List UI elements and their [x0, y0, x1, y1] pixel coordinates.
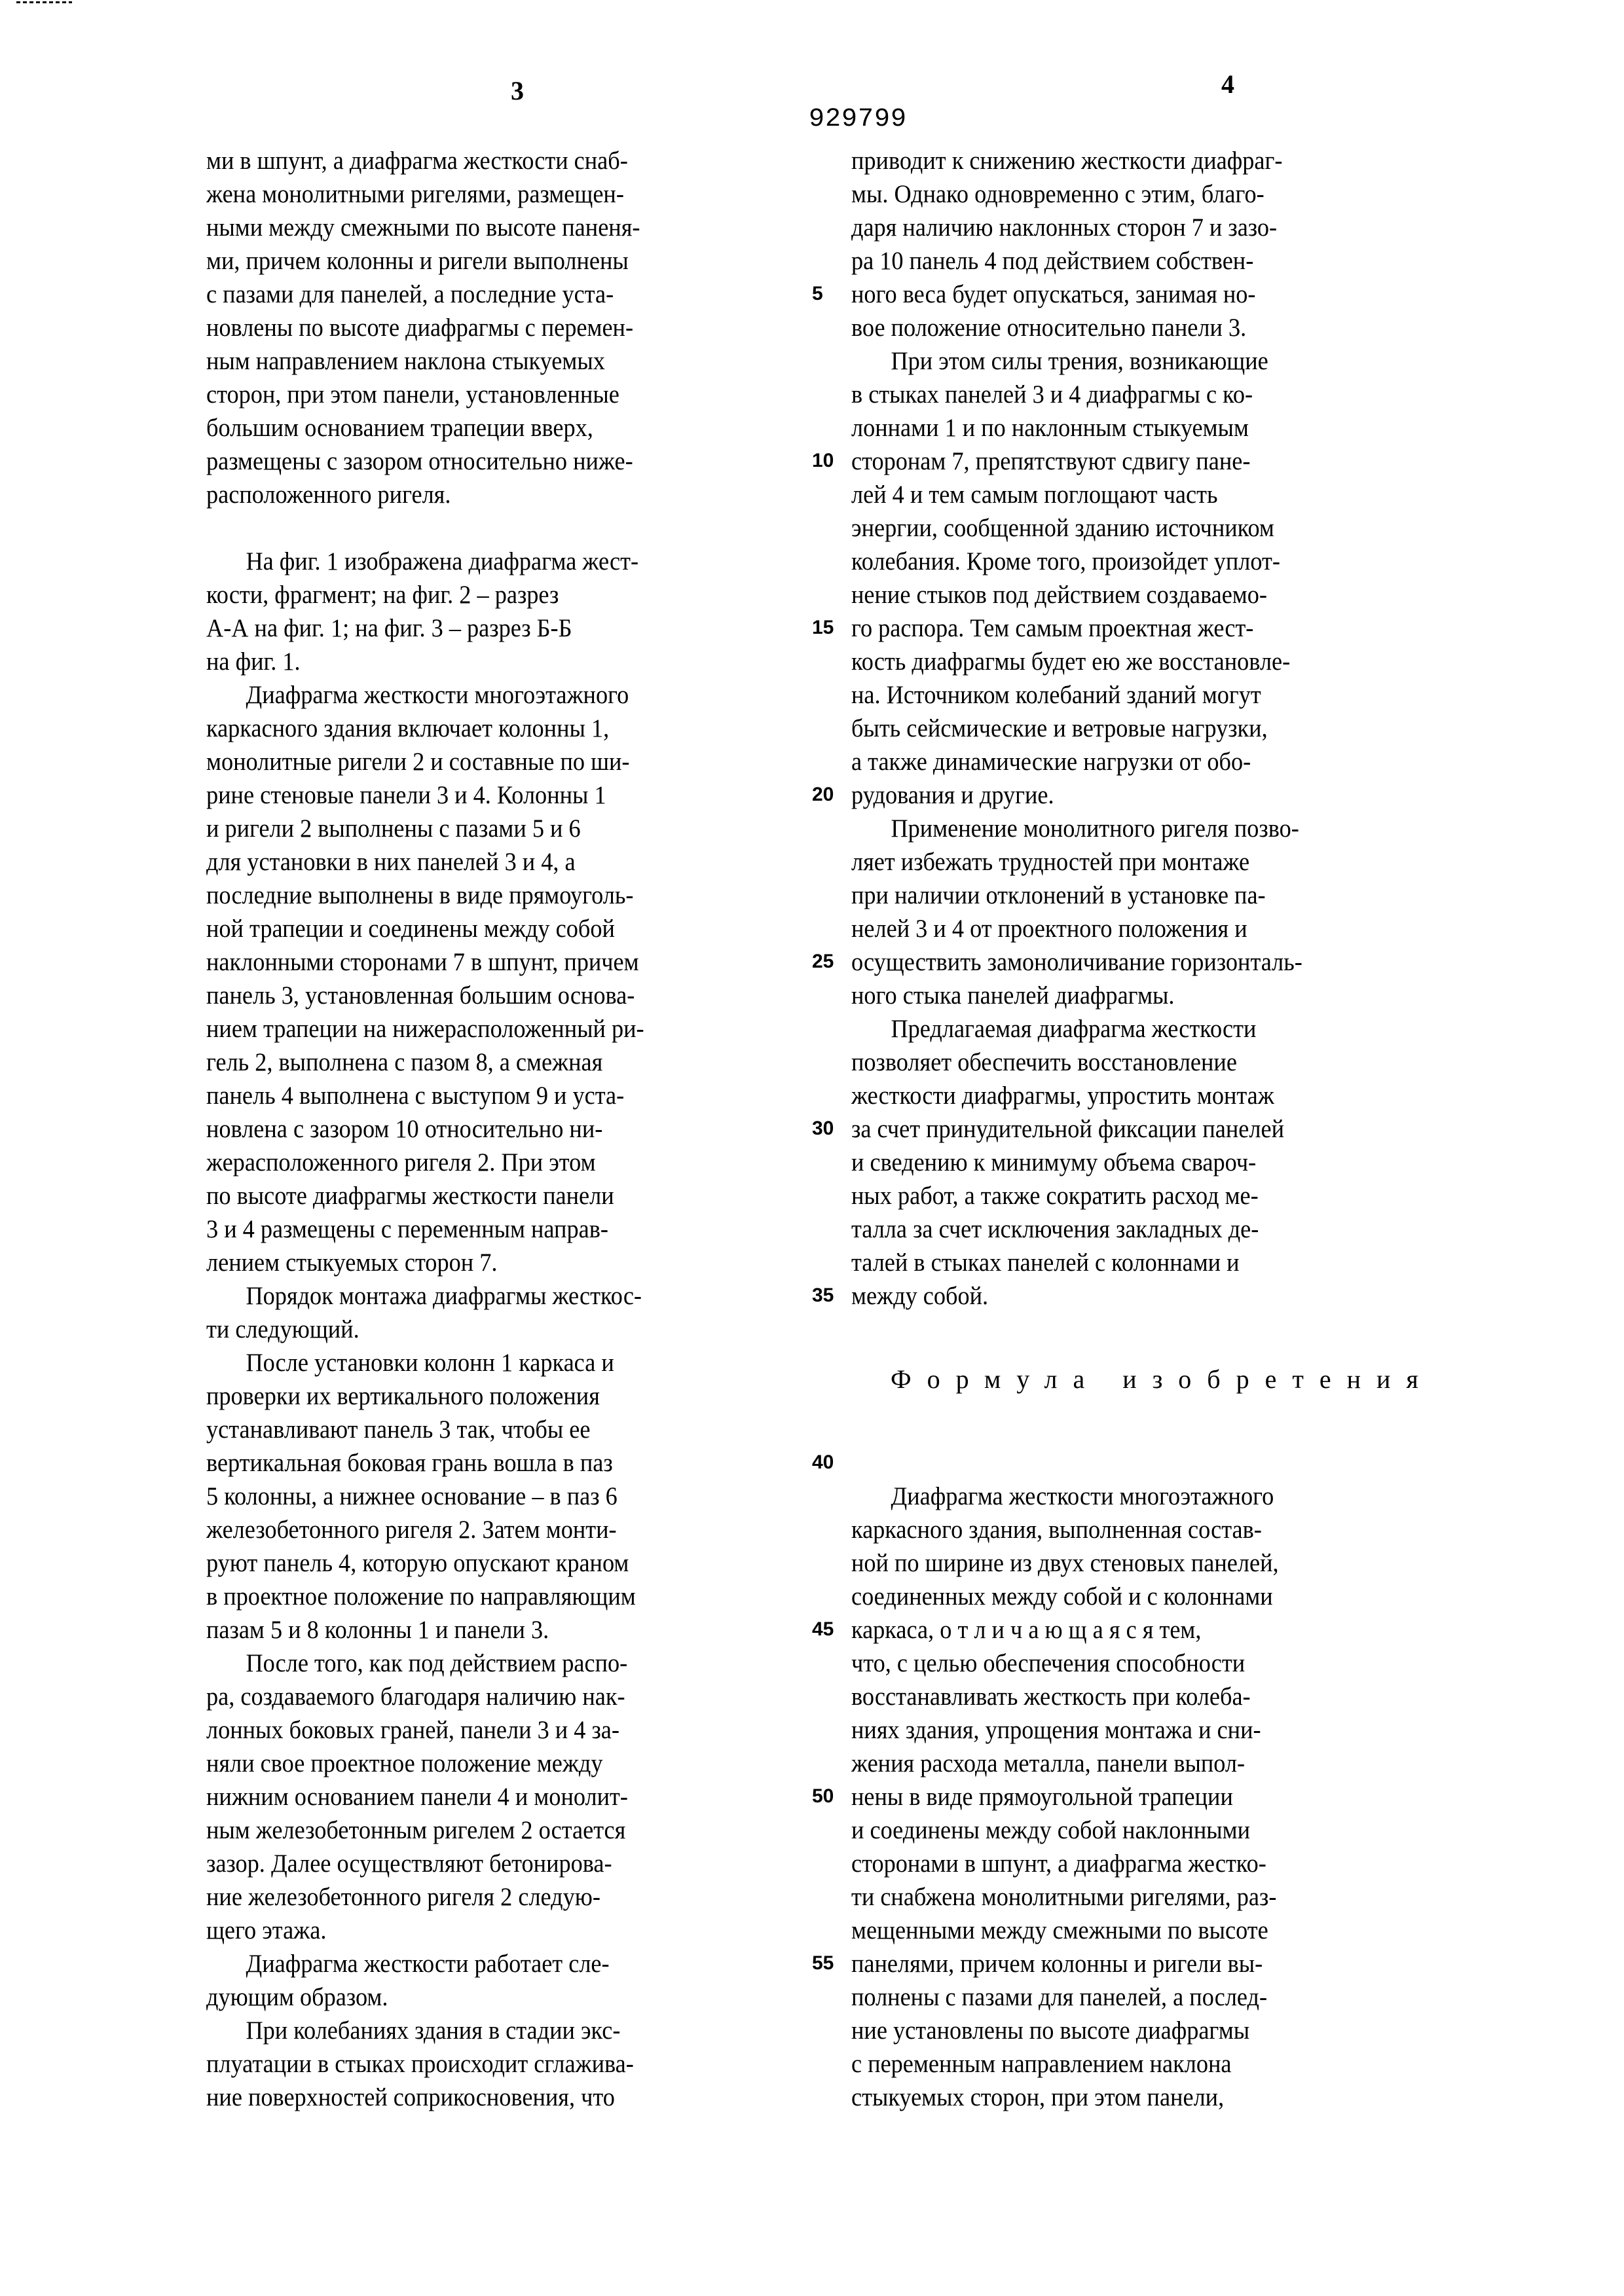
line-number-marker: 40: [812, 1451, 834, 1474]
text-line: приводит к снижению жесткости диафраг-: [851, 144, 1448, 177]
text-line: нижним основанием панели 4 и монолит-: [206, 1780, 791, 1813]
text-line: быть сейсмические и ветровые нагрузки,: [851, 712, 1448, 745]
text-line: ной трапеции и соединены между собой: [206, 912, 791, 945]
line-number-marker: 35: [812, 1285, 834, 1307]
text-line: для установки в них панелей 3 и 4, а: [206, 845, 791, 879]
text-line: вое положение относительно панели 3.: [851, 311, 1448, 344]
text-line: и соединены между собой наклонными: [851, 1813, 1448, 1847]
text-line: проверки их вертикального положения: [206, 1379, 791, 1413]
text-line: ниях здания, упрощения монтажа и сни-: [851, 1713, 1448, 1747]
text-line: ляет избежать трудностей при монтаже: [851, 845, 1448, 879]
blank-line: [851, 1413, 1493, 1446]
text-line: ным железобетонным ригелем 2 остается: [206, 1813, 791, 1847]
text-line: няли свое проектное положение между: [206, 1747, 791, 1780]
text-line: стыкуемых сторон, при этом панели,: [851, 2081, 1448, 2114]
text-line: позволяет обеспечить восстановление: [851, 1046, 1448, 1079]
text-line: в проектное положение по направляющим: [206, 1580, 791, 1613]
text-line: даря наличию наклонных сторон 7 и зазо-: [851, 211, 1448, 244]
text-line: лением стыкуемых сторон 7.: [206, 1246, 791, 1279]
page-number-right: 4: [1221, 69, 1234, 100]
text-line: жения расхода металла, панели выпол-: [851, 1747, 1448, 1780]
text-line: ного веса будет опускаться, занимая но-: [851, 278, 1448, 311]
text-line: ной по ширине из двух стеновых панелей,: [851, 1546, 1448, 1580]
text-line: что, с целью обеспечения способности: [851, 1647, 1448, 1680]
text-line: панель 3, установленная большим основа-: [206, 979, 791, 1012]
text-line: соединенных между собой и с колоннами: [851, 1580, 1448, 1613]
text-line: кость диафрагмы будет ею же восстановле-: [851, 645, 1448, 678]
text-line: рудования и другие.: [851, 778, 1448, 812]
text-line: каркасного здания включает колонны 1,: [206, 712, 791, 745]
text-line: монолитные ригели 2 и составные по ши-: [206, 745, 791, 778]
text-line: панелями, причем колонны и ригели вы-: [851, 1947, 1448, 1980]
text-line: ми, причем колонны и ригели выполнены: [206, 244, 791, 278]
scan-artifact: [16, 1, 72, 3]
text-line: а также динамические нагрузки от обо-: [851, 745, 1448, 778]
paragraph-first-line: Порядок монтажа диафрагмы жесткос-: [206, 1279, 791, 1313]
blank-line: [206, 511, 835, 545]
text-line: 5 колонны, а нижнее основание – в паз 6: [206, 1480, 791, 1513]
text-line: ние установлены по высоте диафрагмы: [851, 2014, 1448, 2047]
text-line: ти снабжена монолитными ригелями, раз-: [851, 1880, 1448, 1914]
paragraph-first-line: Диафрагма жесткости многоэтажного: [851, 1480, 1448, 1513]
paragraph-first-line: Предлагаемая диафрагма жесткости: [851, 1012, 1448, 1046]
line-number-marker: 50: [812, 1785, 834, 1808]
text-line: пазам 5 и 8 колонны 1 и панели 3.: [206, 1613, 791, 1647]
section-heading: Формула изобретения: [851, 1346, 1493, 1413]
patent-number: 929799: [809, 105, 907, 134]
line-number-marker: 30: [812, 1118, 834, 1140]
left-text-column: [206, 144, 835, 2114]
paragraph-first-line: При колебаниях здания в стадии экс-: [206, 2014, 791, 2047]
text-line: каркасного здания, выполненная состав-: [851, 1513, 1448, 1546]
text-line: устанавливают панель 3 так, чтобы ее: [206, 1413, 791, 1446]
text-line: сторонам 7, препятствуют сдвигу пане-: [851, 445, 1448, 478]
text-line: новлены по высоте диафрагмы с перемен-: [206, 311, 791, 344]
text-line: на. Источником колебаний зданий могут: [851, 678, 1448, 712]
text-line: жена монолитными ригелями, размещен-: [206, 177, 791, 211]
text-line: ного стыка панелей диафрагмы.: [851, 979, 1448, 1012]
text-line: с переменным направлением наклона: [851, 2047, 1448, 2081]
line-number-marker: 55: [812, 1952, 834, 1975]
text-line: и ригели 2 выполнены с пазами 5 и 6: [206, 812, 791, 845]
text-line: ным направлением наклона стыкуемых: [206, 344, 791, 378]
text-line: щего этажа.: [206, 1914, 791, 1947]
text-line: большим основанием трапеции вверх,: [206, 411, 791, 445]
text-line: вертикальная боковая грань вошла в паз: [206, 1446, 791, 1480]
text-line: ра, создаваемого благодаря наличию нак-: [206, 1680, 791, 1713]
text-line: последние выполнены в виде прямоуголь-: [206, 879, 791, 912]
paragraph-first-line: При этом силы трения, возникающие: [851, 344, 1448, 378]
text-line: нены в виде прямоугольной трапеции: [851, 1780, 1448, 1813]
paragraph-first-line: После того, как под действием распо-: [206, 1647, 791, 1680]
blank-line: [851, 1446, 1493, 1480]
blank-line: [851, 1313, 1493, 1346]
text-line: осуществить замоноличивание горизонталь-: [851, 945, 1448, 979]
text-line: ными между смежными по высоте паненя-: [206, 211, 791, 244]
text-line: панель 4 выполнена с выступом 9 и уста-: [206, 1079, 791, 1112]
text-line: новлена с зазором 10 относительно ни-: [206, 1112, 791, 1146]
text-line: и сведению к минимуму объема свароч-: [851, 1146, 1448, 1179]
text-line: талла за счет исключения закладных де-: [851, 1212, 1448, 1246]
text-line: за счет принудительной фиксации панелей: [851, 1112, 1448, 1146]
text-line: наклонными сторонами 7 в шпунт, причем: [206, 945, 791, 979]
right-text-column: [851, 144, 1493, 2114]
text-line: гель 2, выполнена с пазом 8, а смежная: [206, 1046, 791, 1079]
text-line: восстанавливать жесткость при колеба-: [851, 1680, 1448, 1713]
text-line: железобетонного ригеля 2. Затем монти-: [206, 1513, 791, 1546]
text-line: плуатации в стыках происходит сглажива-: [206, 2047, 791, 2081]
line-number-marker: 10: [812, 450, 834, 472]
text-line: нение стыков под действием создаваемо-: [851, 578, 1448, 611]
text-line: лей 4 и тем самым поглощают часть: [851, 478, 1448, 511]
text-line: каркаса, о т л и ч а ю щ а я с я тем,: [851, 1613, 1448, 1647]
text-line: го распора. Тем самым проектная жест-: [851, 611, 1448, 645]
text-line: кости, фрагмент; на фиг. 2 – разрез: [206, 578, 791, 611]
text-line: ние железобетонного ригеля 2 следую-: [206, 1880, 791, 1914]
text-line: ние поверхностей соприкосновения, что: [206, 2081, 791, 2114]
text-line: расположенного ригеля.: [206, 478, 791, 511]
text-line: в стыках панелей 3 и 4 диафрагмы с ко-: [851, 378, 1448, 411]
line-number-marker: 25: [812, 951, 834, 973]
text-line: сторонами в шпунт, а диафрагма жестко-: [851, 1847, 1448, 1880]
text-line: размещены с зазором относительно ниже-: [206, 445, 791, 478]
text-line: зазор. Далее осуществляют бетонирова-: [206, 1847, 791, 1880]
text-line: мещенными между смежными по высоте: [851, 1914, 1448, 1947]
text-line: дующим образом.: [206, 1980, 791, 2014]
text-line: энергии, сообщенной зданию источником: [851, 511, 1448, 545]
text-line: лоннами 1 и по наклонным стыкуемым: [851, 411, 1448, 445]
text-line: на фиг. 1.: [206, 645, 791, 678]
text-line: ных работ, а также сократить расход ме-: [851, 1179, 1448, 1212]
paragraph-first-line: На фиг. 1 изображена диафрагма жест-: [206, 545, 791, 578]
paragraph-first-line: Диафрагма жесткости работает сле-: [206, 1947, 791, 1980]
text-line: талей в стыках панелей с колоннами и: [851, 1246, 1448, 1279]
paragraph-first-line: Применение монолитного ригеля позво-: [851, 812, 1448, 845]
text-line: жесткости диафрагмы, упростить монтаж: [851, 1079, 1448, 1112]
text-line: 3 и 4 размещены с переменным направ-: [206, 1212, 791, 1246]
text-line: по высоте диафрагмы жесткости панели: [206, 1179, 791, 1212]
text-line: колебания. Кроме того, произойдет уплот-: [851, 545, 1448, 578]
page-number-left: 3: [511, 75, 524, 106]
line-number-marker: 20: [812, 784, 834, 806]
text-line: ми в шпунт, а диафрагма жесткости снаб-: [206, 144, 791, 177]
text-line: мы. Однако одновременно с этим, благо-: [851, 177, 1448, 211]
text-line: А-А на фиг. 1; на фиг. 3 – разрез Б-Б: [206, 611, 791, 645]
text-line: жерасположенного ригеля 2. При этом: [206, 1146, 791, 1179]
paragraph-first-line: После установки колонн 1 каркаса и: [206, 1346, 791, 1379]
text-line: ти следующий.: [206, 1313, 791, 1346]
text-line: ра 10 панель 4 под действием собствен-: [851, 244, 1448, 278]
text-line: лонных боковых граней, панели 3 и 4 за-: [206, 1713, 791, 1747]
line-number-marker: 5: [812, 283, 823, 305]
text-line: при наличии отклонений в установке па-: [851, 879, 1448, 912]
text-line: нием трапеции на нижерасположенный ри-: [206, 1012, 791, 1046]
text-line: с пазами для панелей, а последние уста-: [206, 278, 791, 311]
text-line: руют панель 4, которую опускают краном: [206, 1546, 791, 1580]
line-number-marker: 45: [812, 1618, 834, 1641]
text-line: между собой.: [851, 1279, 1448, 1313]
text-line: нелей 3 и 4 от проектного положения и: [851, 912, 1448, 945]
text-line: рине стеновые панели 3 и 4. Колонны 1: [206, 778, 791, 812]
text-line: сторон, при этом панели, установленные: [206, 378, 791, 411]
line-number-marker: 15: [812, 617, 834, 639]
text-line: полнены с пазами для панелей, а послед-: [851, 1980, 1448, 2014]
paragraph-first-line: Диафрагма жесткости многоэтажного: [206, 678, 791, 712]
